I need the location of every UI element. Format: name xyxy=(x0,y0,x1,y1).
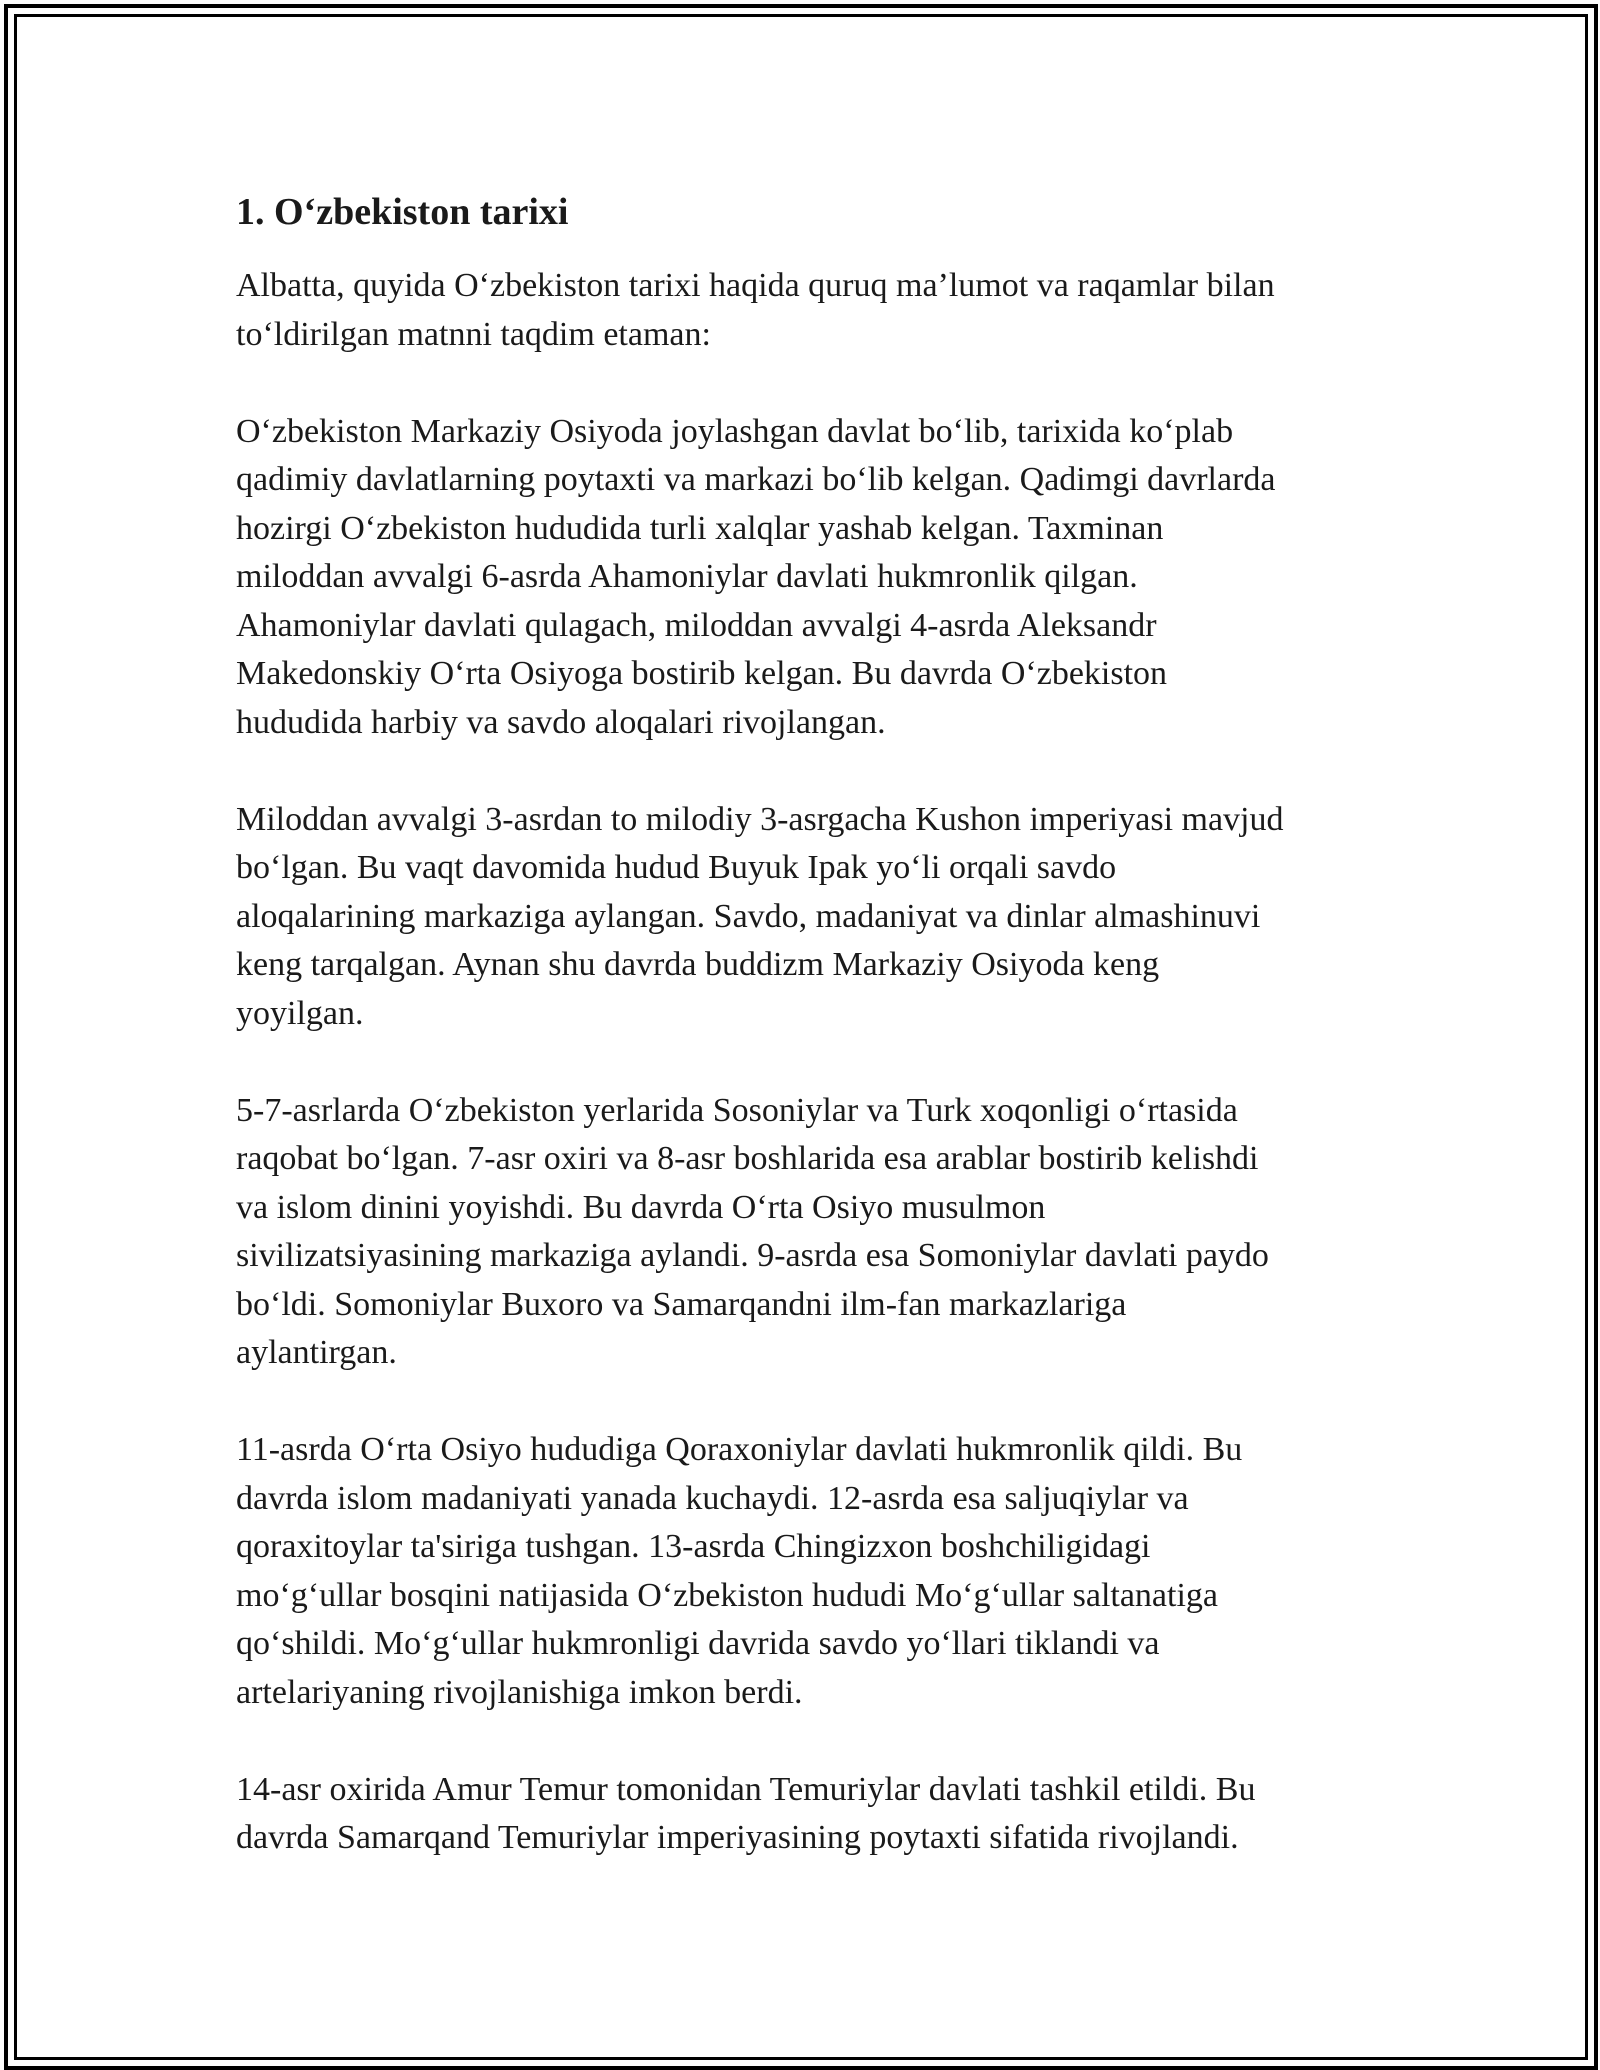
text-line: davrda islom madaniyati yanada kuchaydi. 12-asrda esa saljuqiylar va xyxy=(236,1479,1189,1517)
text-line: aylantirgan. xyxy=(236,1334,397,1371)
text-line: to‘ldirilgan matnni taqdim etaman: xyxy=(236,315,711,353)
text-line: qadimiy davlatlarning poytaxti va markazi bo‘lib kelgan. Qadimgi davrlarda xyxy=(236,461,1276,498)
text-line: miloddan avvalgi 6-asrda Ahamoniylar davlati hukmronlik qilgan. xyxy=(236,558,1138,595)
text-line: O‘zbekiston Markaziy Osiyoda joylashgan davlat bo‘lib, tarixida ko‘plab xyxy=(236,412,1234,450)
text-line: va islom dinini yoyishdi. Bu davrda O‘rta Osiyo musulmon xyxy=(236,1188,1046,1226)
text-line: Albatta, quyida O‘zbekiston tarixi haqida quruq ma’lumot va raqamlar bilan xyxy=(236,267,1275,304)
text-line: bo‘ldi. Somoniylar Buxoro va Samarqandni ilm-fan markazlariga xyxy=(236,1285,1127,1323)
text-line: 5-7-asrlarda O‘zbekiston yerlarida Sosoniylar va Turk xoqonligi o‘rtasida xyxy=(236,1091,1238,1129)
text-line: yoyilgan. xyxy=(236,994,364,1032)
paragraph-kushan xyxy=(236,796,1386,1039)
paragraph-intro xyxy=(236,262,1386,359)
paragraph-timurid xyxy=(236,1766,1386,1863)
text-line: mo‘g‘ullar bosqini natijasida O‘zbekiston hududi Mo‘g‘ullar saltanatiga xyxy=(236,1576,1218,1614)
text-line: qoraxitoylar ta'siriga tushgan. 13-asrda Chingizxon boshchiligidagi xyxy=(236,1528,1151,1565)
text-line: sivilizatsiyasining markaziga aylandi. 9-asrda esa Somoniylar davlati paydo xyxy=(236,1237,1269,1274)
text-line: qo‘shildi. Mo‘g‘ullar hukmronligi davrida savdo yo‘llari tiklandi va xyxy=(236,1625,1160,1662)
text-line: artelariyaning rivojlanishiga imkon berdi. xyxy=(236,1673,803,1711)
text-line: 14-asr oxirida Amur Temur tomonidan Temuriylar davlati tashkil etildi. Bu xyxy=(236,1770,1256,1808)
text-line: keng tarqalgan. Aynan shu davrda buddizm Markaziy Osiyoda keng xyxy=(236,946,1160,983)
paragraph-ancient xyxy=(236,408,1386,748)
text-line: raqobat bo‘lgan. 7-asr oxiri va 8-asr boshlarida esa arablar bostirib kelishdi xyxy=(236,1140,1259,1177)
text-line: hududida harbiy va savdo aloqalari rivojlangan. xyxy=(236,703,886,741)
text-line: aloqalarining markaziga aylangan. Savdo, madaniyat va dinlar almashinuvi xyxy=(236,897,1261,935)
document-title: 1. O‘zbekiston tarixi xyxy=(236,191,569,233)
text-line: Makedonskiy O‘rta Osiyoga bostirib kelgan. Bu davrda O‘zbekiston xyxy=(236,655,1168,692)
paragraph-karakhanid-mongol xyxy=(236,1426,1386,1717)
paragraph-early-medieval xyxy=(236,1087,1386,1378)
text-line: bo‘lgan. Bu vaqt davomida hudud Buyuk Ipak yo‘li orqali savdo xyxy=(236,849,1117,886)
text-line: Miloddan avvalgi 3-asrdan to milodiy 3-asrgacha Kushon imperiyasi mavjud xyxy=(236,800,1284,838)
text-line: davrda Samarqand Temuriylar imperiyasining poytaxti sifatida rivojlandi. xyxy=(236,1819,1239,1856)
text-line: 11-asrda O‘rta Osiyo hududiga Qoraxoniylar davlati hukmronlik qildi. Bu xyxy=(236,1431,1243,1468)
text-line: hozirgi O‘zbekiston hududida turli xalqlar yashab kelgan. Taxminan xyxy=(236,509,1164,547)
text-line: Ahamoniylar davlati qulagach, miloddan avvalgi 4-asrda Aleksandr xyxy=(236,606,1157,644)
document-body xyxy=(236,186,1386,1863)
